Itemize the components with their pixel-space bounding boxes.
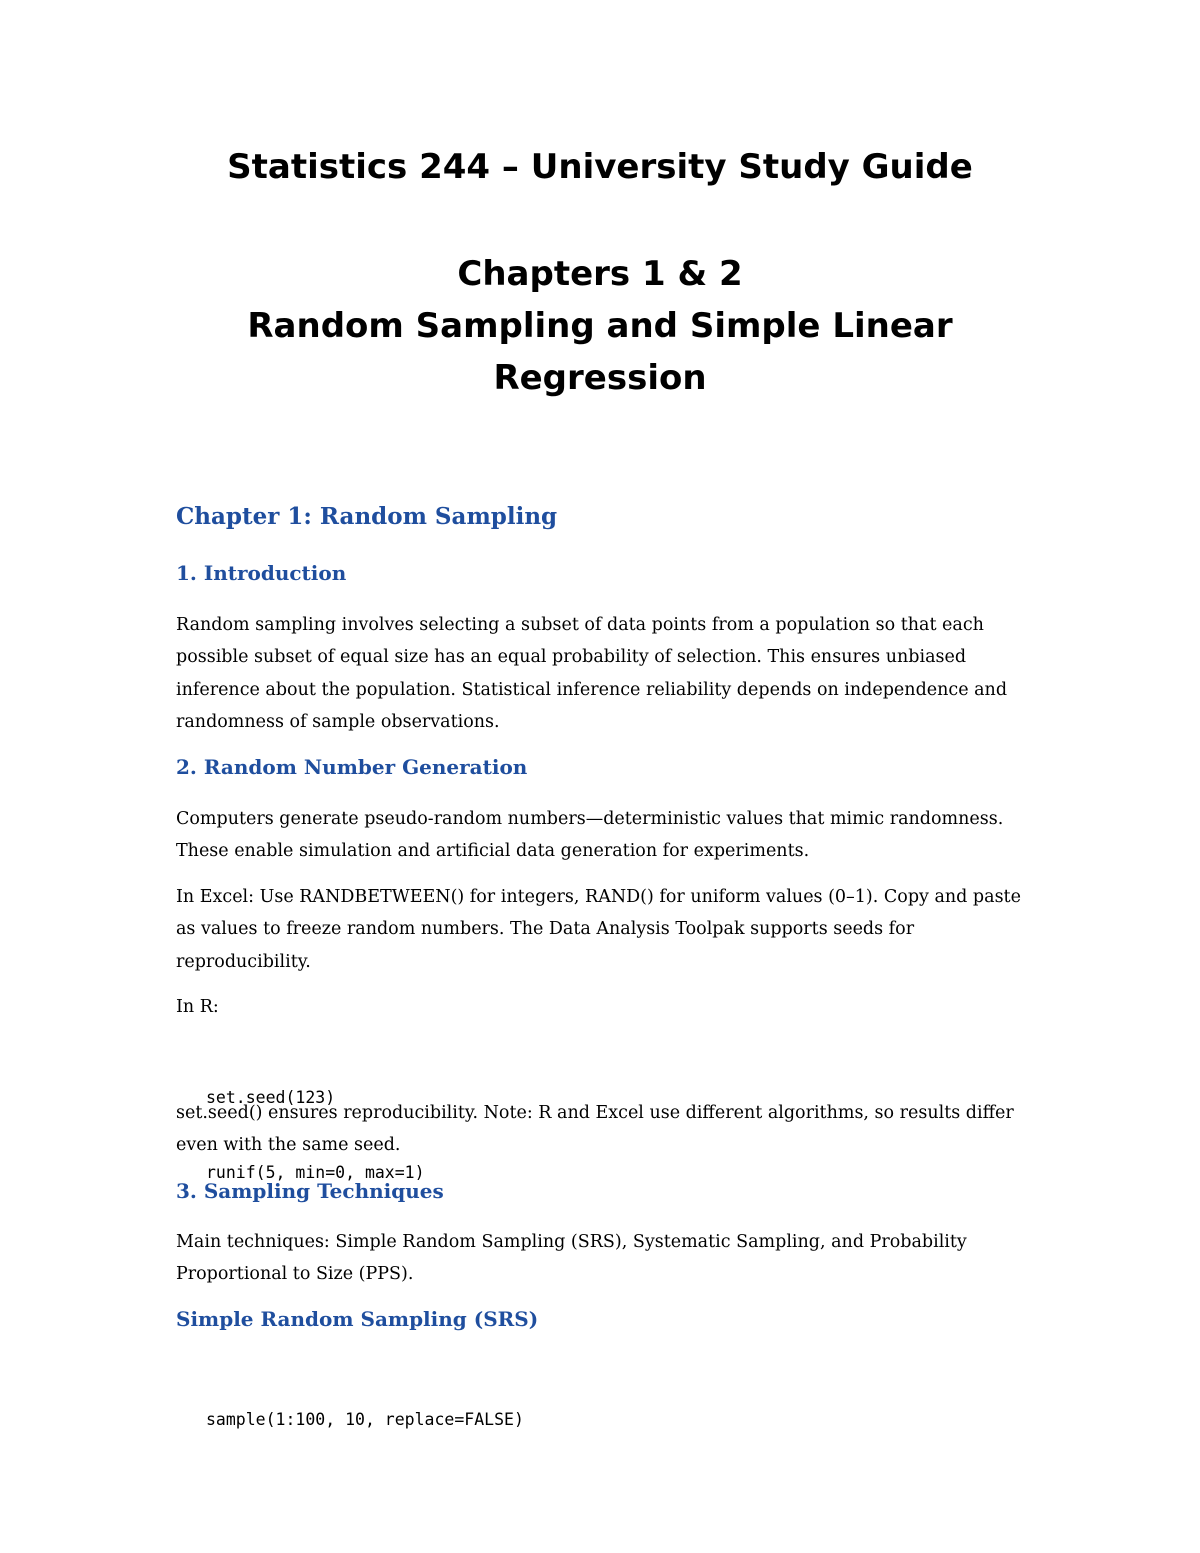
introduction-paragraph: Random sampling involves selecting a subset of data points from a population so that each possible subset of equal size has an equal probability of selection. This ensures unbiased inference about the population. Statistical inference reliability depends on independence and randomness of sample observations. [176,615,1008,733]
subtitle-line-2: Random Sampling and Simple Linear [247,306,953,346]
section-srs-heading: Simple Random Sampling (SRS) [176,1307,539,1331]
techniques-paragraph: Main techniques: Simple Random Sampling (SRS), Systematic Sampling, and Probability Proportional to Size (PPS). [176,1232,967,1285]
rng-paragraph-1: Computers generate pseudo-random numbers—deterministic values that mimic randomness. These enable simulation and artificial data generation for experiments. [176,809,1004,862]
chapter-1-heading: Chapter 1: Random Sampling [176,503,558,530]
code-line: set.seed(123) [206,1088,336,1107]
section-introduction-heading: 1. Introduction [176,561,347,585]
rng-paragraph-in-r: In R: [176,997,219,1017]
subtitle-line-1: Chapters 1 & 2 [457,254,743,294]
code-line: runif(5, min=0, max=1) [206,1163,425,1182]
rng-paragraph-seed-note: set.seed() ensures reproducibility. Note: R and Excel use different algorithms, so results differ even with the same seed. [176,1103,1014,1156]
subtitle-line-3: Regression [493,358,707,398]
document-title: Statistics 244 – University Study Guide [227,147,973,187]
section-rng-heading: 2. Random Number Generation [176,755,528,779]
code-line: sample(1:100, 10, replace=FALSE) [206,1410,524,1429]
rng-paragraph-excel: In Excel: Use RANDBETWEEN() for integers, RAND() for uniform values (0–1). Copy and paste as values to freeze random numbers. The Data Analysis Toolpak supports seeds for reproducibility. [176,887,1021,972]
code-block-srs [206,1357,524,1482]
section-techniques-heading: 3. Sampling Techniques [176,1179,444,1203]
document-subtitle [0,248,1200,404]
